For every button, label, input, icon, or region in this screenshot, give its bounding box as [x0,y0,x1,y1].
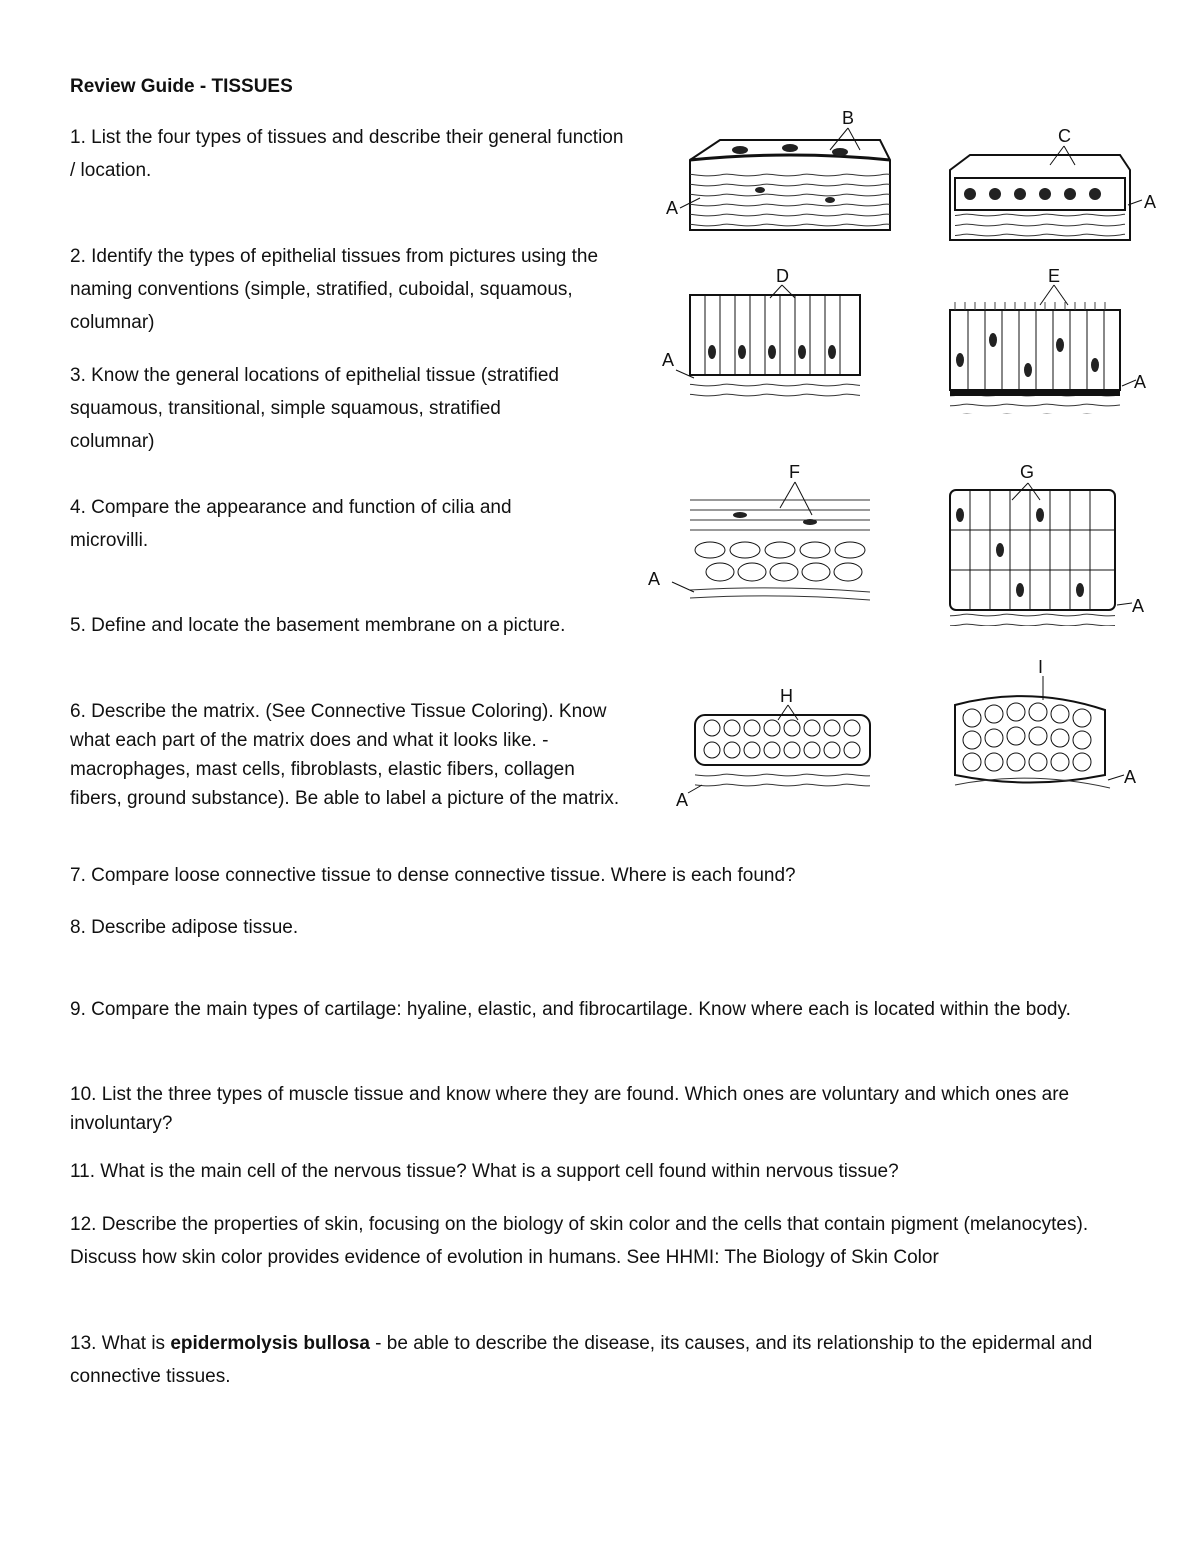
label-c: C [1058,126,1071,146]
question-2: 2. Identify the types of epithelial tissues from pictures using the naming conventions (simple, stratified, cuboidal, squamous, columnar) [70,246,599,333]
question-4: 4. Compare the appearance and function of cilia and microvilli. [70,497,512,551]
epithelial-tissue-figure [640,100,1180,820]
question-1: 1. List the four types of tissues and describe their general function / location. [70,127,624,181]
question-3: 3. Know the general locations of epithelial tissue (stratified squamous, transitional, simple squamous, stratified columnar) [70,365,559,452]
tissue-d-simple-columnar [676,285,860,400]
question-13-prefix: 13. What is [70,1333,171,1354]
tissue-g-stratified-columnar [950,483,1132,626]
tissue-b-simple-squamous [680,128,890,230]
tissue-e-pseudostratified [950,285,1136,414]
label-a-3: A [662,350,675,370]
label-a-2: A [1144,192,1157,212]
tissue-f-stratified-squamous [672,482,870,605]
question-8: 8. Describe adipose tissue. [70,917,299,938]
question-11: 11. What is the main cell of the nervous tissue? What is a support cell found within nervous tissue? [70,1161,899,1182]
label-e: E [1048,266,1061,286]
page-title: Review Guide - TISSUES [70,76,293,97]
label-h: H [780,686,793,706]
label-b: B [842,108,855,128]
label-a-7: A [676,790,689,810]
tissue-c-simple-cuboidal [950,146,1142,240]
question-12: 12. Describe the properties of skin, focusing on the biology of skin color and the cells that contain pigment (melanocytes). Discuss how skin color provides evidence of evolution in humans. See HHMI: The Biology of Skin Color [70,1214,1089,1268]
question-7: 7. Compare loose connective tissue to dense connective tissue. Where is each found? [70,865,796,886]
tissue-i-transitional [955,676,1124,788]
label-a-8: A [1124,767,1137,787]
tissue-h-stratified-cuboidal [688,705,870,793]
label-a-1: A [666,198,679,218]
label-a-6: A [1132,596,1145,616]
question-13-term: epidermolysis bullosa [170,1333,370,1354]
question-13 [70,1327,1110,1393]
label-f: F [789,462,800,482]
label-a-5: A [648,569,661,589]
label-a-4: A [1134,372,1147,392]
question-13-suffix: - be able to describe the disease, its causes, and its relationship to the epidermal and connective tissues. [70,1333,1093,1387]
question-9: 9. Compare the main types of cartilage: hyaline, elastic, and fibrocartilage. Know where each is located within the body. [70,999,1071,1020]
label-g: G [1020,462,1035,482]
label-d: D [776,266,789,286]
question-10: 10. List the three types of muscle tissue and know where they are found. Which ones are voluntary and which ones are involuntary? [70,1084,1070,1134]
question-6: 6. Describe the matrix. (See Connective Tissue Coloring). Know what each part of the matrix does and what it looks like. - macrophages, mast cells, fibroblasts, elastic fibers, collagen fibers, ground substance). Be able to label a picture of the matrix. [70,701,620,809]
label-i: I [1038,657,1044,677]
question-5: 5. Define and locate the basement membrane on a picture. [70,615,566,636]
